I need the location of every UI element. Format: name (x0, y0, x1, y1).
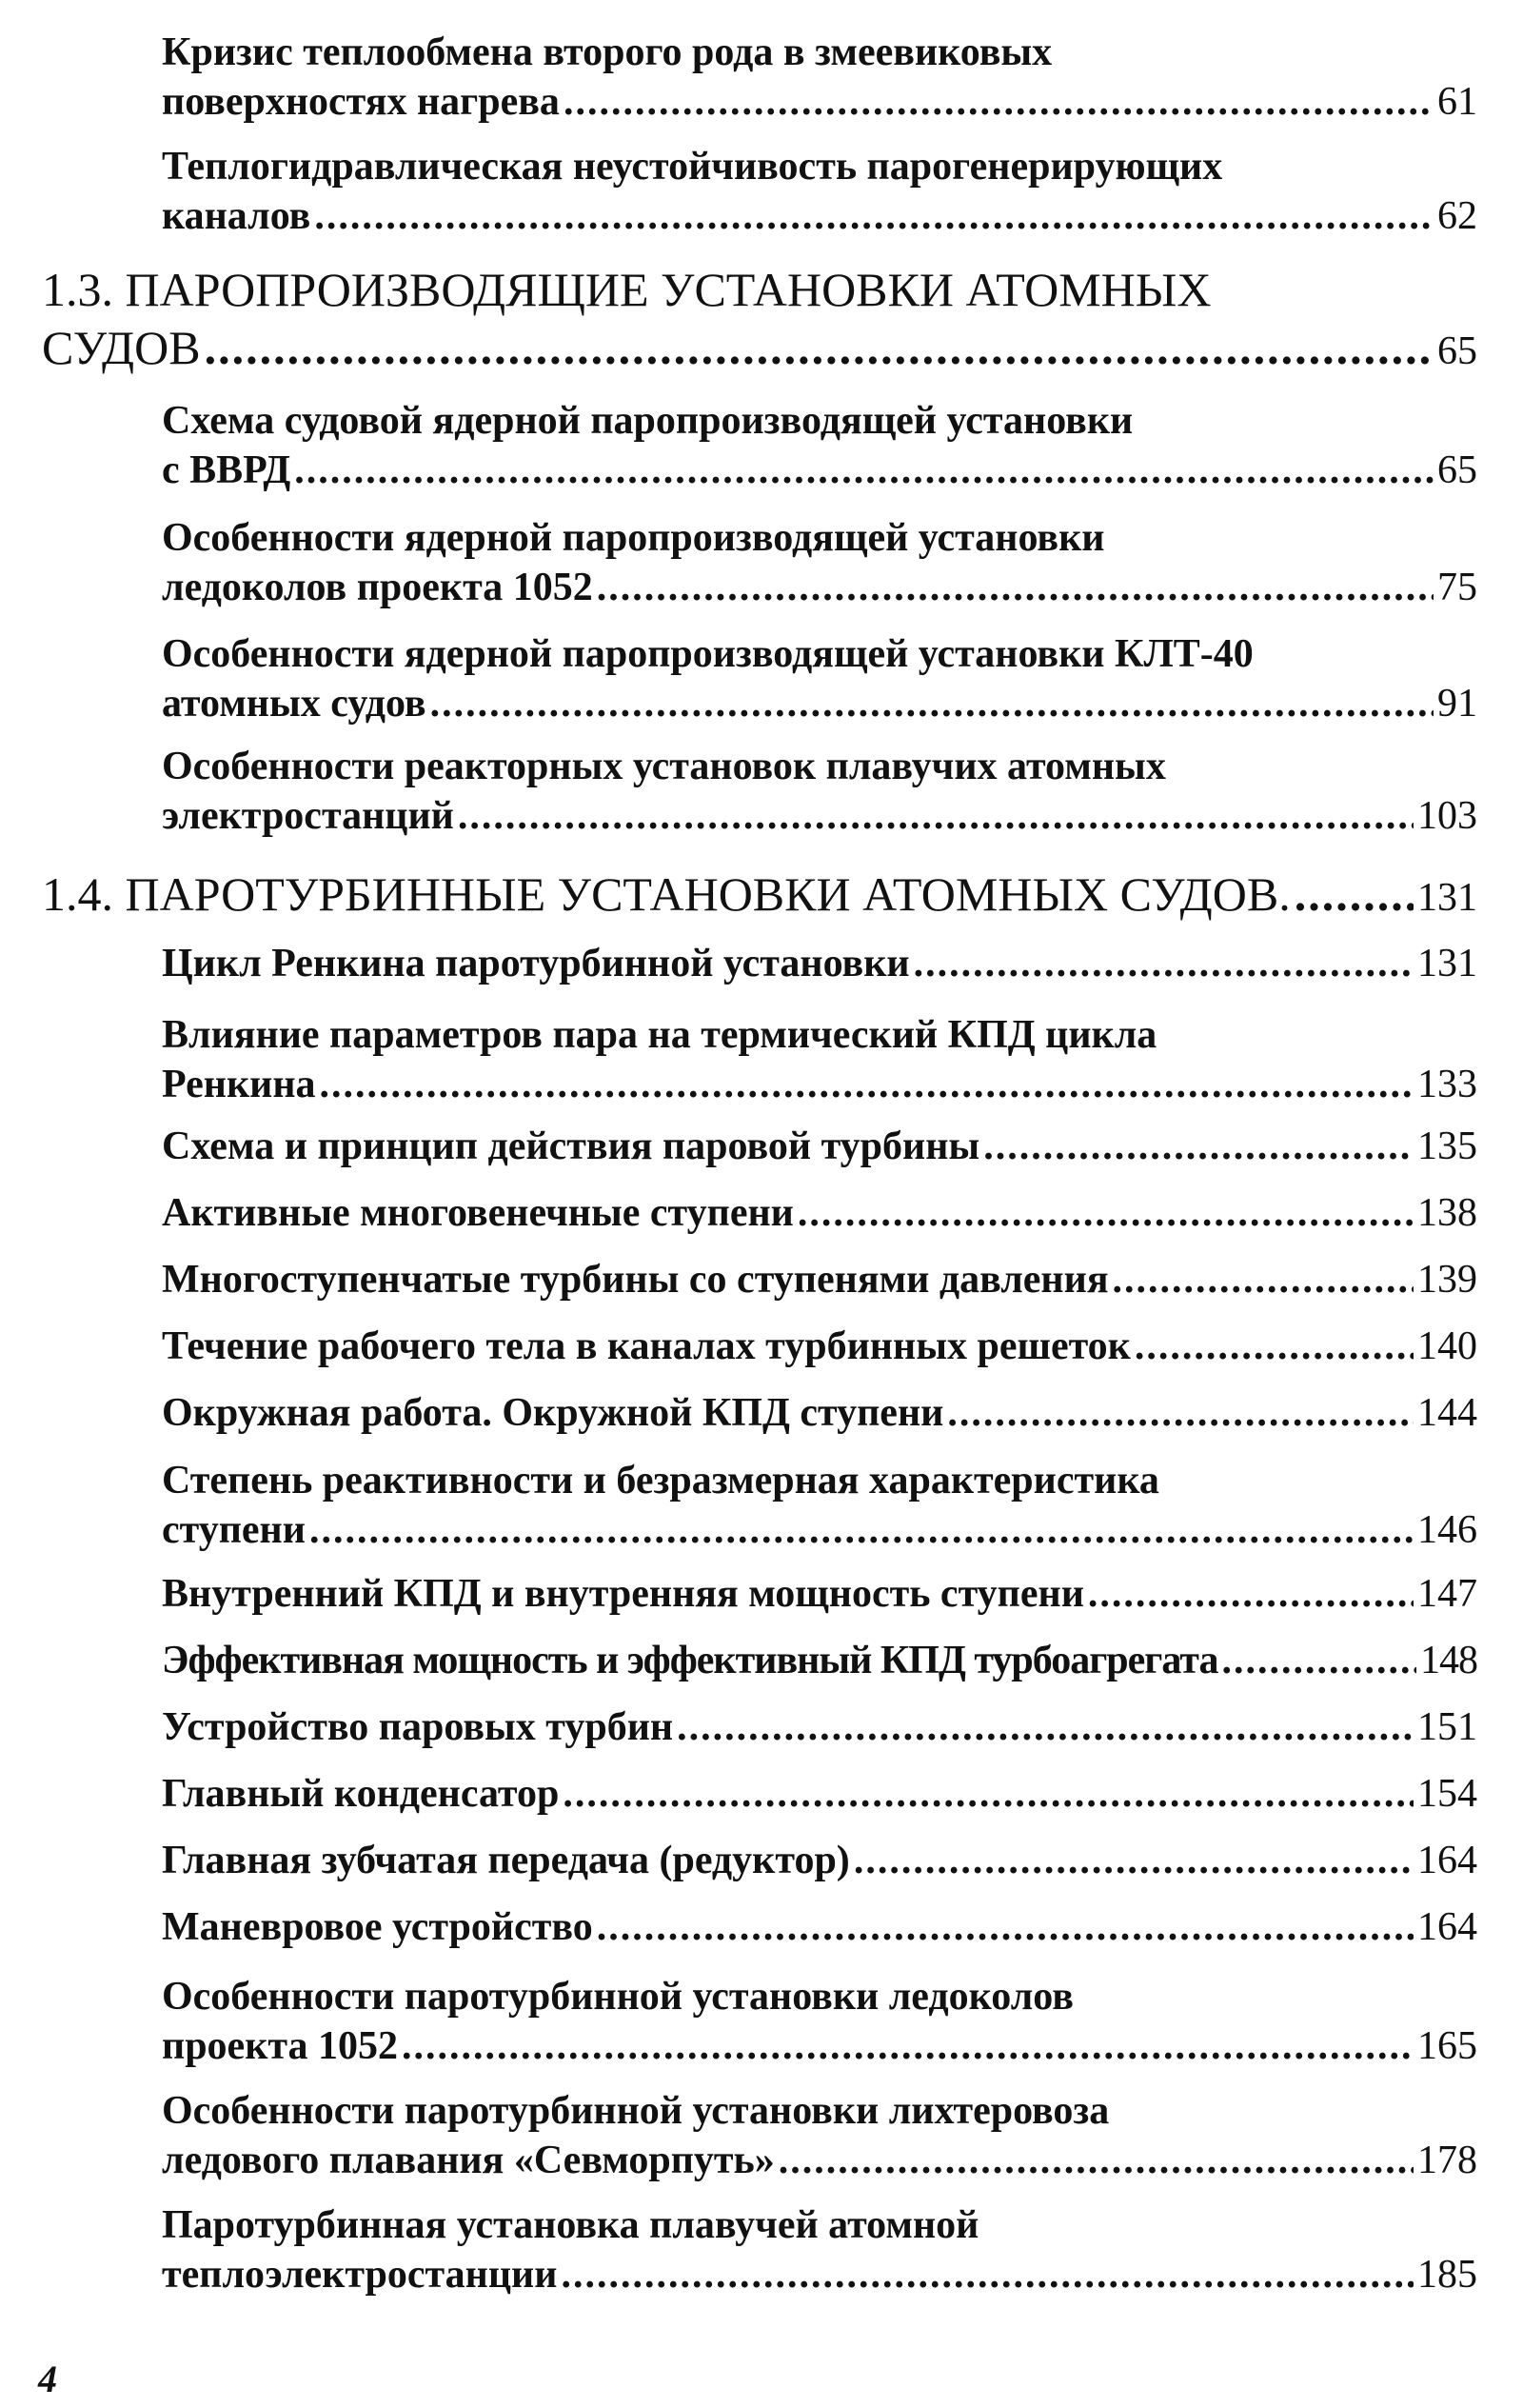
dot-leader (1113, 1257, 1414, 1303)
toc-entry-title: электростанций (162, 794, 454, 838)
dot-leader (314, 193, 1434, 239)
toc-section-page: 131 (1417, 876, 1477, 920)
dot-leader (1295, 866, 1414, 922)
dot-leader (458, 793, 1414, 839)
toc-entry-page: 147 (1417, 1572, 1477, 1616)
toc-entry (162, 1124, 1477, 1169)
dot-leader (1088, 1571, 1414, 1617)
toc-entry-page: 103 (1417, 794, 1477, 838)
dot-leader (205, 320, 1434, 375)
toc-entry-title: Ренкина (162, 1063, 316, 1106)
dot-leader (914, 941, 1414, 986)
toc-entry-title: ступени (162, 1508, 306, 1552)
toc-entry-title: с ВВРД (162, 448, 291, 492)
toc-entry-page: 164 (1417, 1839, 1477, 1882)
toc-entry-title: проекта 1052 (162, 2024, 399, 2068)
toc-entry-title: Влияние параметров пара на термический КПД цикла (162, 1013, 1157, 1057)
toc-entry (162, 941, 1477, 986)
toc-entry (162, 395, 1477, 493)
dot-leader (983, 1124, 1414, 1169)
toc-entry-page: 133 (1417, 1063, 1477, 1106)
toc-entry-title: Особенности реакторных установок плавучих атомных (162, 745, 1166, 788)
toc-entry-page: 139 (1417, 1258, 1477, 1302)
toc-entry-page: 61 (1437, 80, 1477, 124)
toc-entry-title: каналов (162, 194, 311, 238)
toc-entry-title: Теплогидравлическая неустойчивость парогенерирующих (162, 145, 1223, 189)
toc-entry-title: ледоколов проекта 1052 (162, 566, 593, 609)
toc-entry-title: Многоступенчатые турбины со ступенями давления (162, 1258, 1109, 1302)
toc-entry-page: 62 (1437, 194, 1477, 238)
toc-entry-title: Особенности паротурбинной установки лихтеровоза (162, 2089, 1110, 2133)
toc-entry (162, 141, 1477, 239)
toc-entry-title: Главный конденсатор (162, 1772, 560, 1816)
toc-entry (162, 1390, 1477, 1436)
toc-entry (162, 512, 1477, 610)
toc-entry-title: Особенности ядерной паропроизводящей установки КЛТ-40 (162, 632, 1254, 676)
toc-entry-page: 154 (1417, 1772, 1477, 1816)
toc-section (42, 259, 1477, 375)
toc-entry-title: Внутренний КПД и внутренняя мощность ступени (162, 1572, 1084, 1616)
toc-entry-page: 65 (1437, 448, 1477, 492)
toc-entry-title: поверхностях нагрева (162, 80, 560, 124)
toc-entry (162, 1455, 1477, 1553)
toc-entry-page: 135 (1417, 1124, 1477, 1168)
dot-leader (402, 2023, 1414, 2069)
toc-entry (162, 1904, 1477, 1950)
dot-leader (309, 1507, 1414, 1553)
toc-entry-page: 148 (1420, 1639, 1477, 1682)
toc-section-page: 65 (1437, 329, 1477, 373)
toc-entry (162, 1257, 1477, 1303)
toc-entry-page: 75 (1437, 566, 1477, 609)
toc-entry (162, 1009, 1477, 1107)
toc-entry-title: Эффективная мощность и эффективный КПД турбоагрегата (162, 1639, 1218, 1682)
toc-entry-page: 178 (1417, 2139, 1477, 2182)
toc-entry-title: Кризис теплообмена второго рода в змеевиковых (162, 30, 1053, 74)
toc-entry-title: Схема и принцип действия паровой турбины (162, 1124, 980, 1168)
dot-leader (597, 565, 1434, 610)
toc-entry-page: 146 (1417, 1508, 1477, 1552)
dot-leader (779, 2138, 1414, 2183)
toc-section-title: 1.4. ПАРОТУРБИННЫЕ УСТАНОВКИ АТОМНЫХ СУДОВ. (42, 867, 1291, 921)
dot-leader (561, 2252, 1414, 2298)
toc-section (42, 866, 1477, 922)
toc-entry-title: Степень реактивности и безразмерная характеристика (162, 1459, 1159, 1503)
toc-entry-page: 185 (1417, 2253, 1477, 2297)
dot-leader (564, 79, 1434, 125)
toc-entry (162, 27, 1477, 125)
toc-entry-title: ледового плавания «Севморпуть» (162, 2139, 775, 2182)
toc-entry-page: 138 (1417, 1191, 1477, 1235)
dot-leader (430, 681, 1434, 726)
toc-entry-page: 91 (1437, 682, 1477, 726)
toc-entry (162, 1190, 1477, 1236)
dot-leader (1221, 1638, 1416, 1683)
toc-entry (162, 1638, 1477, 1683)
toc-entry (162, 2199, 1477, 2298)
toc-entry-title: Окружная работа. Окружной КПД ступени (162, 1391, 944, 1435)
dot-leader (320, 1062, 1414, 1107)
toc-entry (162, 741, 1477, 839)
toc-entry-page: 164 (1417, 1905, 1477, 1949)
toc-entry-page: 165 (1417, 2024, 1477, 2068)
toc-entry-title: Устройство паровых турбин (162, 1705, 674, 1749)
dot-leader (798, 1190, 1414, 1236)
toc-entry-page: 151 (1417, 1705, 1477, 1749)
toc-entry (162, 628, 1477, 726)
page-number: 4 (38, 2358, 57, 2400)
toc-entry-title: Главная зубчатая передача (редуктор) (162, 1839, 850, 1882)
toc-entry-title: теплоэлектростанции (162, 2253, 558, 2297)
toc-entry (162, 2085, 1477, 2183)
toc-entry-title: атомных судов (162, 682, 426, 726)
toc-entry (162, 1704, 1477, 1750)
toc-entry (162, 1323, 1477, 1369)
dot-leader (1135, 1323, 1414, 1369)
dot-leader (947, 1390, 1414, 1436)
toc-entry-title: Маневровое устройство (162, 1905, 593, 1949)
toc-entry (162, 1971, 1477, 2069)
toc-entry-page: 144 (1417, 1391, 1477, 1435)
toc-entry-title: Схема судовой ядерной паропроизводящей установки (162, 399, 1134, 443)
toc-section-title: СУДОВ (42, 321, 201, 374)
toc-entry-title: Цикл Ренкина паротурбинной установки (162, 942, 910, 985)
dot-leader (597, 1904, 1414, 1950)
toc-entry-title: Активные многовенечные ступени (162, 1191, 794, 1235)
dot-leader (294, 448, 1434, 493)
toc-entry-title: Течение рабочего тела в каналах турбинных решеток (162, 1324, 1131, 1368)
toc-entry-page: 131 (1417, 942, 1477, 985)
dot-leader (563, 1771, 1414, 1817)
toc-section-title: 1.3. ПАРОПРОИЗВОДЯЩИЕ УСТАНОВКИ АТОМНЫХ (42, 263, 1212, 316)
toc-entry-page: 140 (1417, 1324, 1477, 1368)
toc-entry (162, 1571, 1477, 1617)
toc-entry-title: Особенности ядерной паропроизводящей установки (162, 516, 1105, 560)
toc-entry (162, 1838, 1477, 1883)
toc-entry-title: Паротурбинная установка плавучей атомной (162, 2203, 979, 2247)
toc-entry (162, 1771, 1477, 1817)
toc-entry-title: Особенности паротурбинной установки ледоколов (162, 1975, 1074, 2019)
dot-leader (854, 1838, 1414, 1883)
dot-leader (677, 1704, 1414, 1750)
